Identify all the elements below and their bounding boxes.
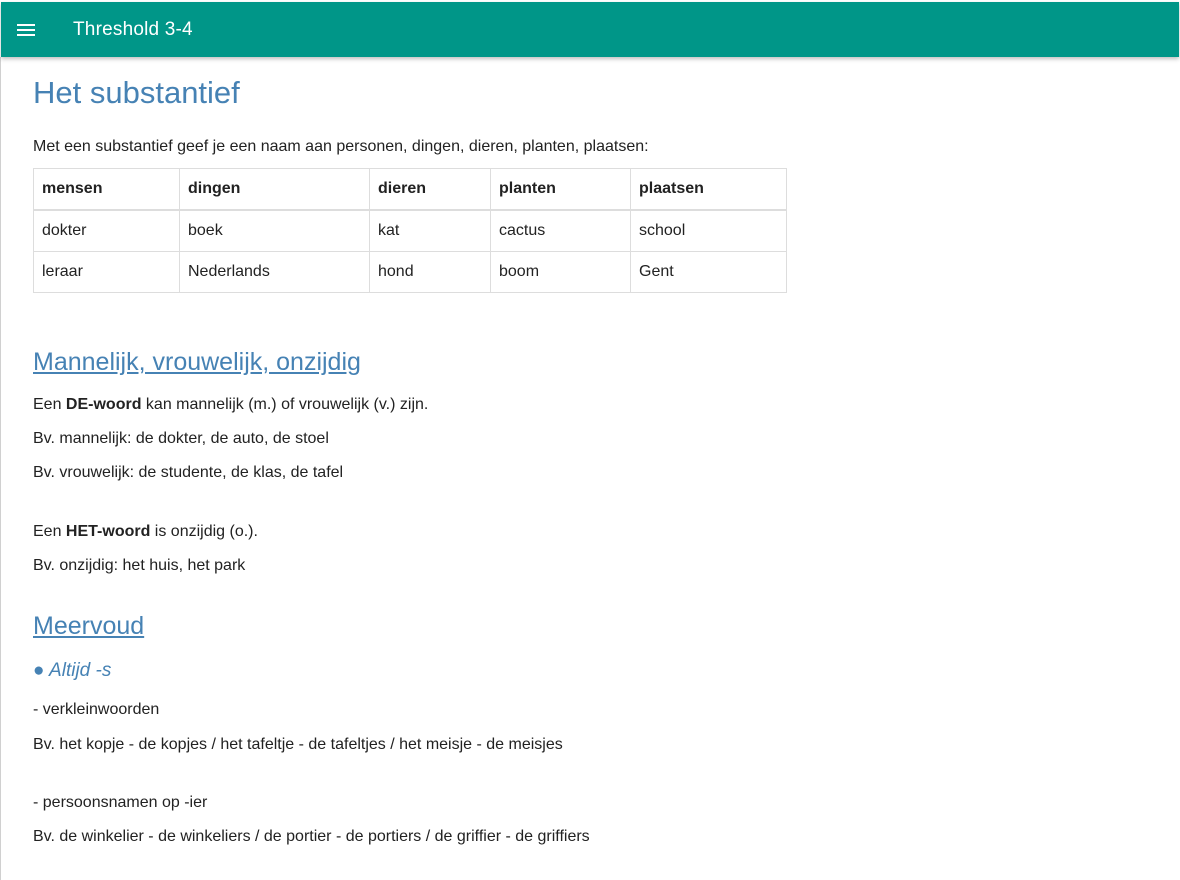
het-word-bold: HET-woord xyxy=(65,523,151,540)
de-word-text xyxy=(33,396,428,414)
example-neuter: Bv. onzijdig: het huis, het park xyxy=(33,557,246,574)
plural-item-diminutives: - verkleinwoorden xyxy=(33,701,160,718)
table-cell: Nederlands xyxy=(180,252,370,293)
table-cell: school xyxy=(631,210,787,252)
het-word-rest: is onzijdig (o.). xyxy=(150,523,258,540)
table-cell: kat xyxy=(370,210,491,252)
section-heading-plural[interactable]: Meervoud xyxy=(33,612,145,640)
app-bar xyxy=(1,2,1179,57)
table-header-cell: dingen xyxy=(180,169,370,211)
de-word-bold: DE-woord xyxy=(65,396,142,413)
menu-icon[interactable] xyxy=(17,21,39,39)
table-header-row xyxy=(34,169,787,211)
table-header-cell: mensen xyxy=(34,169,180,211)
het-word-prefix: Een xyxy=(33,523,66,540)
intro-text: Met een substantief geef je een naam aan personen, dingen, dieren, planten, plaatsen: xyxy=(33,138,649,155)
page-left-border xyxy=(0,57,1,880)
table-cell: hond xyxy=(370,252,491,293)
page-title: Het substantief xyxy=(33,75,240,110)
example-masculine: Bv. mannelijk: de dokter, de auto, de stoel xyxy=(33,430,329,447)
example-feminine: Bv. vrouwelijk: de studente, de klas, de tafel xyxy=(33,464,344,481)
table-cell: Gent xyxy=(631,252,787,293)
app-title: Threshold 3-4 xyxy=(73,18,193,40)
table-row xyxy=(34,252,787,293)
plural-example-diminutives: Bv. het kopje - de kopjes / het tafeltje - de tafeltjes / het meisje - de meisjes xyxy=(33,736,563,753)
table-cell: dokter xyxy=(34,210,180,252)
table-cell: boom xyxy=(491,252,631,293)
section-heading-gender[interactable]: Mannelijk, vrouwelijk, onzijdig xyxy=(33,348,361,376)
table-cell: leraar xyxy=(34,252,180,293)
table-cell: boek xyxy=(180,210,370,252)
subheading-always-s: ● Altijd -s xyxy=(33,660,112,681)
noun-category-table xyxy=(33,168,787,293)
table-header-cell: planten xyxy=(491,169,631,211)
table-header-cell: dieren xyxy=(370,169,491,211)
het-word-text xyxy=(33,523,258,541)
plural-item-ier: - persoonsnamen op -ier xyxy=(33,794,208,811)
plural-example-ier: Bv. de winkelier - de winkeliers / de portier - de portiers / de griffier - de griffiers xyxy=(33,828,590,845)
table-row xyxy=(34,210,787,252)
de-word-prefix: Een xyxy=(33,396,66,413)
de-word-rest: kan mannelijk (m.) of vrouwelijk (v.) zijn. xyxy=(141,396,429,413)
table-cell: cactus xyxy=(491,210,631,252)
table-header-cell: plaatsen xyxy=(631,169,787,211)
